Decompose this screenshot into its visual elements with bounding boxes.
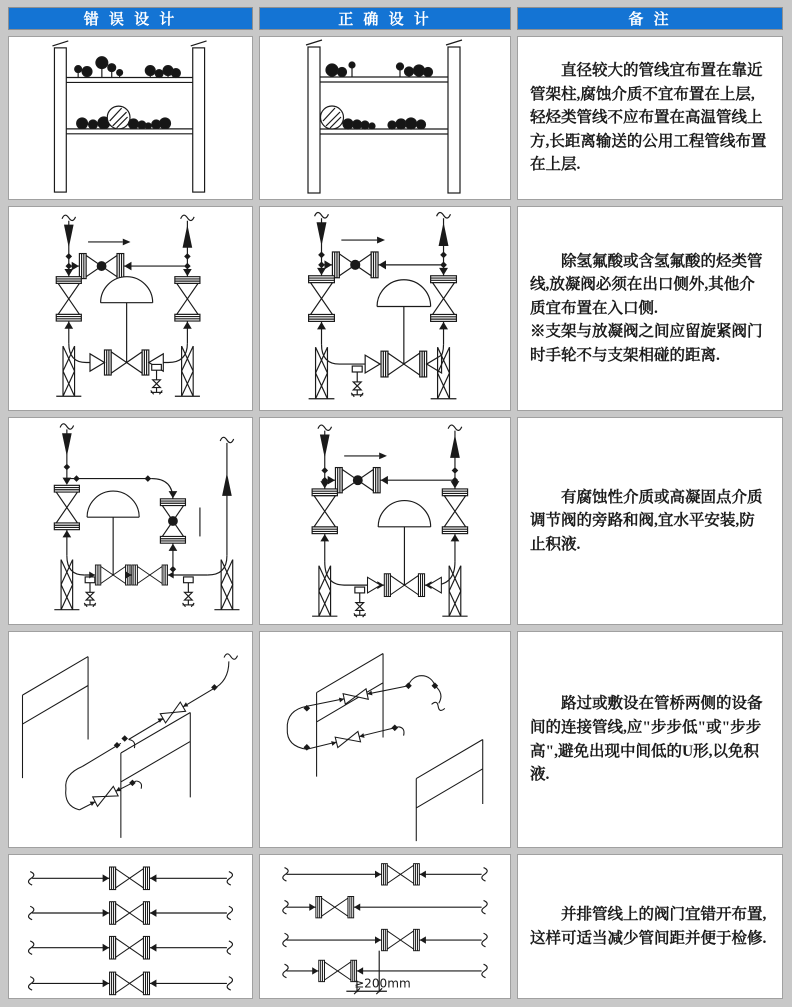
note-row3 <box>517 417 783 625</box>
table-grid <box>8 7 784 999</box>
note-text: 除氢氟酸或含氢氟酸的烃类管线,放凝阀必须在出口侧外,其他介质宜布置在入口侧. <box>530 252 763 317</box>
diagram-correct-row3 <box>259 417 511 625</box>
lower-level-pipes-big-pipe-mid <box>77 106 171 129</box>
spacing-dimension-label: ≥200mm <box>354 976 411 991</box>
diagram-correct-row1 <box>259 36 511 200</box>
header-correct-design: 正 确 设 计 <box>259 7 511 30</box>
note-row5 <box>517 854 783 999</box>
pipe-bridge-frames <box>23 657 191 838</box>
diagram-correct-row2 <box>259 206 511 411</box>
diagram-wrong-row5 <box>8 854 253 999</box>
diagram-wrong-row1 <box>8 36 253 200</box>
note-row4 <box>517 631 783 848</box>
lower-level-pipes-big-pipe-near-column <box>321 106 426 129</box>
header-wrong-design: 错 误 设 计 <box>8 7 253 30</box>
note-text: 直径较大的管线宜布置在靠近管架柱,腐蚀介质不宜布置在上层,轻烃类管线不应布置在高温管线上方,长距离输送的公用工程管线布置在上层. <box>530 62 767 174</box>
top-level-pipes <box>326 62 433 77</box>
top-level-pipes <box>75 57 181 78</box>
isometric-u-dip-wrong-diagram <box>9 632 252 847</box>
note-text: 有腐蚀性介质或高凝固点介质调节阀的旁路和阀,宜水平安装,防止积液. <box>530 488 763 553</box>
bypass-vertical-wrong-diagram <box>9 418 252 624</box>
staggered-valves-correct-diagram <box>260 855 510 998</box>
note-text: 并排管线上的阀门宜错开布置,这样可适当减少管间距并便于检修. <box>530 905 767 947</box>
pipe-rack-correct-diagram <box>260 37 510 199</box>
isometric-step-down-correct-diagram <box>260 632 510 847</box>
valve-station-correct-diagram <box>260 207 510 410</box>
diagram-wrong-row2 <box>8 206 253 411</box>
note-text-footnote: ※支架与放凝阀之间应留旋紧阀门时手轮不与支架相碰的距离. <box>530 323 763 364</box>
diagram-wrong-row4 <box>8 631 253 848</box>
bypass-horizontal-correct-diagram <box>260 418 510 624</box>
pipe-bridge-frames <box>317 654 483 842</box>
parallel-pipes <box>29 872 233 991</box>
aligned-valves-wrong-diagram <box>9 855 252 998</box>
diagram-correct-row4 <box>259 631 511 848</box>
pipe-rack-wrong-diagram <box>9 37 252 199</box>
note-row1 <box>517 36 783 200</box>
note-text: 路过或敷设在管桥两侧的设备间的连接管线,应"步步低"或"步步高",避免出现中间低的U形,以免积液. <box>530 695 763 784</box>
valve-station-wrong-diagram <box>9 207 252 410</box>
diagram-wrong-row3 <box>8 417 253 625</box>
header-notes: 备 注 <box>517 7 783 30</box>
diagram-correct-row5 <box>259 854 511 999</box>
note-row2 <box>517 206 783 411</box>
